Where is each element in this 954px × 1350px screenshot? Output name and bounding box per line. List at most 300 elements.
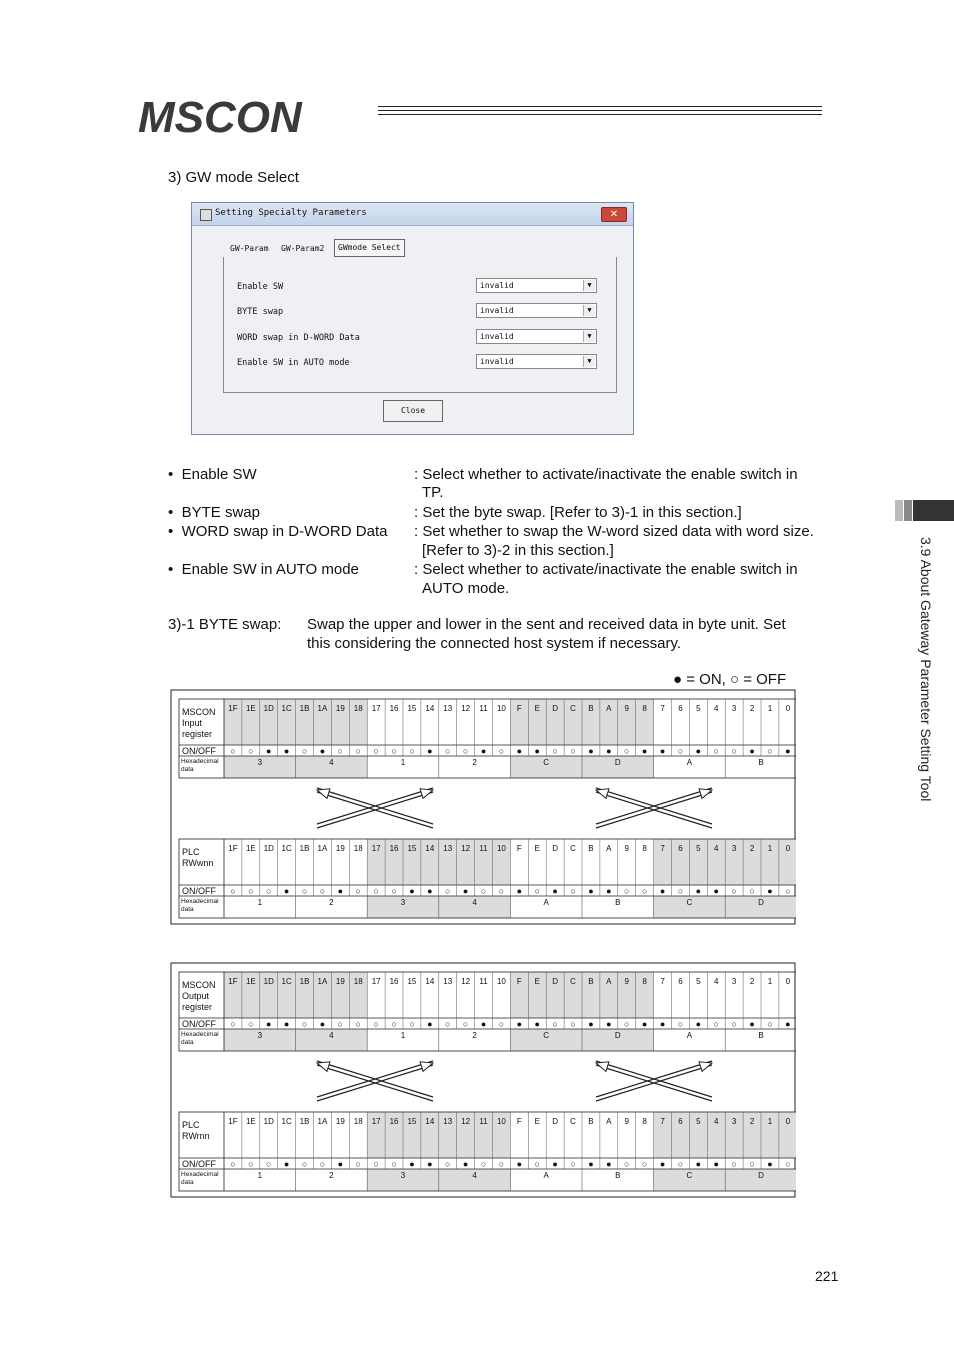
bit-label: 16: [389, 844, 399, 853]
bit-label: 6: [678, 844, 683, 853]
off-dot: ○: [624, 1159, 630, 1169]
on-dot: ●: [588, 746, 594, 756]
off-dot: ○: [785, 1159, 791, 1169]
on-dot: ●: [427, 1159, 433, 1169]
bit-label: 7: [660, 977, 665, 986]
tab-gw-param2[interactable]: GW-Param2: [281, 244, 325, 253]
bit-label: 12: [461, 704, 471, 713]
off-dot: ○: [355, 886, 361, 896]
hex-label: data: [181, 1039, 194, 1046]
hex-digit: A: [543, 1171, 549, 1180]
off-dot: ○: [373, 886, 379, 896]
bit-label: 19: [335, 977, 345, 986]
on-dot: ●: [480, 746, 487, 756]
on-dot: ●: [462, 886, 469, 896]
bit-label: C: [570, 977, 576, 986]
byte-swap-diagram-output: [170, 962, 796, 1198]
on-dot: ●: [283, 886, 290, 896]
hex-digit: B: [758, 1031, 764, 1040]
bit-label: 1E: [245, 1117, 256, 1126]
term-byte-swap: BYTE swap: [181, 504, 260, 521]
chevron-down-icon[interactable]: ▼: [583, 280, 595, 291]
hex-digit: D: [758, 898, 764, 907]
bit-label: A: [606, 704, 612, 713]
on-dot: ●: [695, 746, 702, 756]
bit-label: F: [516, 977, 522, 986]
bullet-byte-swap: • BYTE swap: [168, 504, 260, 521]
on-dot: ●: [641, 1019, 648, 1029]
enable-sw-auto-select[interactable]: [476, 354, 597, 369]
on-dot: ●: [283, 1019, 290, 1029]
bit-label: 1: [767, 844, 773, 853]
bit-label: D: [552, 977, 559, 986]
off-dot: ○: [355, 1019, 361, 1029]
bit-label: 1A: [317, 1117, 328, 1126]
dialog-title: Setting Specialty Parameters: [215, 208, 367, 218]
bit-label: 4: [714, 704, 719, 713]
off-dot: ○: [534, 886, 540, 896]
on-dot: ●: [713, 886, 719, 896]
off-dot: ○: [301, 1159, 308, 1169]
off-dot: ○: [677, 1159, 684, 1169]
on-dot: ●: [409, 886, 415, 896]
bit-label: 1A: [317, 704, 328, 713]
on-dot: ●: [516, 1019, 523, 1029]
off-dot: ○: [462, 1019, 469, 1029]
bit-label: D: [552, 844, 559, 853]
term-word-swap: WORD swap in D-WORD Data: [181, 523, 388, 540]
on-dot: ●: [337, 886, 344, 896]
hex-label: Hexadecimal: [181, 898, 219, 905]
bit-label: 1: [767, 704, 773, 713]
onoff-label: ON/OFF: [182, 1019, 216, 1029]
register-label: MSCON: [182, 707, 216, 717]
mscon-logo: [138, 92, 368, 138]
hex-digit: 3: [257, 758, 263, 767]
off-dot: ○: [552, 746, 558, 756]
bit-label: 9: [624, 844, 629, 853]
off-dot: ○: [373, 746, 379, 756]
word-swap-select[interactable]: [476, 329, 597, 344]
bit-label: 13: [443, 1117, 453, 1126]
bit-label: 1B: [299, 1117, 310, 1126]
bit-label: 2: [749, 844, 755, 853]
bit-label: 0: [785, 977, 791, 986]
on-dot: ●: [427, 746, 433, 756]
off-dot: ○: [230, 886, 236, 896]
bit-label: 1E: [245, 844, 256, 853]
on-dot: ●: [659, 1159, 666, 1169]
onoff-label: ON/OFF: [182, 1159, 216, 1169]
on-dot: ●: [695, 1019, 702, 1029]
bit-label: 9: [624, 1117, 629, 1126]
off-dot: ○: [355, 1159, 361, 1169]
swap-arrow-head: [596, 1062, 609, 1072]
swap-arrow-head: [420, 1062, 433, 1072]
hex-label: Hexadecimal: [181, 1171, 219, 1178]
off-dot: ○: [641, 886, 648, 896]
bit-label: 11: [479, 977, 488, 986]
on-dot: ●: [606, 1019, 612, 1029]
hex-digit: 2: [472, 1031, 477, 1040]
off-dot: ○: [731, 1019, 737, 1029]
bit-label: 1F: [228, 844, 238, 853]
off-dot: ○: [498, 1019, 505, 1029]
off-dot: ○: [230, 1159, 236, 1169]
header-rule-3: [378, 114, 822, 115]
off-dot: ○: [480, 886, 487, 896]
bit-label: 7: [660, 704, 665, 713]
on-dot: ●: [283, 746, 290, 756]
bit-label: 8: [642, 844, 647, 853]
bit-label: 8: [642, 1117, 647, 1126]
hex-digit: C: [686, 898, 693, 907]
bullet-enable-sw-auto: • Enable SW in AUTO mode: [168, 561, 359, 578]
bit-label: 1: [767, 977, 773, 986]
bit-label: 12: [461, 977, 471, 986]
off-dot: ○: [713, 746, 719, 756]
bit-label: 10: [496, 704, 506, 713]
bit-label: B: [588, 704, 594, 713]
bit-label: 17: [371, 1117, 381, 1126]
desc-byte-swap-1: : Set the byte swap. [Refer to 3)-1 in this section.]: [414, 504, 742, 521]
on-dot: ●: [516, 746, 523, 756]
off-dot: ○: [731, 1159, 737, 1169]
desc-word-swap-2: [Refer to 3)-2 in this section.]: [422, 542, 614, 559]
bit-label: 4: [714, 844, 719, 853]
off-dot: ○: [445, 1159, 451, 1169]
off-dot: ○: [552, 1019, 558, 1029]
hex-digit: B: [615, 898, 621, 907]
param-label-word-swap: WORD swap in D-WORD Data: [237, 333, 360, 343]
bit-label: 10: [496, 1117, 506, 1126]
hex-digit: C: [543, 1031, 550, 1040]
bit-label: 16: [389, 704, 399, 713]
on-dot: ●: [749, 1019, 755, 1029]
bit-label: 7: [660, 1117, 665, 1126]
bit-label: 18: [353, 1117, 363, 1126]
bit-label: 1D: [263, 1117, 274, 1126]
bit-label: 2: [749, 704, 755, 713]
bit-label: D: [552, 1117, 559, 1126]
hex-digit: 1: [400, 758, 406, 767]
bottom-register: [179, 1112, 796, 1191]
on-dot: ●: [516, 886, 523, 896]
on-dot: ●: [266, 1019, 272, 1029]
bit-label: 10: [496, 844, 506, 853]
bit-label: 19: [335, 844, 345, 853]
bit-label: A: [606, 977, 612, 986]
register-label: RWrnn: [182, 1131, 210, 1141]
register-label: register: [182, 729, 213, 739]
on-dot: ●: [588, 1159, 594, 1169]
hex-digit: 2: [329, 898, 334, 907]
bit-label: 11: [479, 844, 488, 853]
bit-label: 1B: [299, 844, 310, 853]
hex-label: Hexadecimal: [181, 758, 219, 765]
hex-digit: 4: [472, 1171, 477, 1180]
close-icon[interactable]: ✕: [601, 207, 627, 222]
desc-enable-sw-auto-1: : Select whether to activate/inactivate the enable switch in: [414, 561, 798, 578]
bit-label: E: [534, 844, 540, 853]
bottom-register: [179, 839, 796, 918]
on-dot: ●: [749, 746, 755, 756]
bit-label: 12: [461, 844, 471, 853]
swap-arrow-head: [596, 789, 609, 799]
bit-label: 1A: [317, 844, 328, 853]
bit-label: 5: [696, 704, 701, 713]
byte-swap-select[interactable]: [476, 303, 597, 318]
bit-label: 9: [624, 704, 629, 713]
desc-enable-sw-1: : Select whether to activate/inactivate the enable switch in: [414, 466, 798, 483]
on-dot: ●: [713, 1159, 719, 1169]
bit-label: 16: [389, 977, 399, 986]
off-dot: ○: [731, 746, 737, 756]
bit-label: 5: [696, 844, 701, 853]
bit-label: 1A: [317, 977, 328, 986]
bit-label: F: [516, 1117, 522, 1126]
off-dot: ○: [570, 746, 576, 756]
bit-label: 1: [767, 1117, 773, 1126]
off-dot: ○: [462, 746, 469, 756]
bit-label: C: [570, 844, 576, 853]
on-dot: ●: [427, 886, 433, 896]
off-dot: ○: [445, 886, 451, 896]
bit-label: F: [516, 704, 522, 713]
hex-digit: A: [543, 898, 549, 907]
on-dot: ●: [606, 746, 612, 756]
bit-label: 14: [425, 1117, 435, 1126]
top-register: [179, 699, 796, 778]
on-dot: ●: [767, 886, 773, 896]
off-dot: ○: [355, 746, 361, 756]
off-dot: ○: [248, 886, 254, 896]
bit-label: 1D: [263, 704, 274, 713]
bit-label: 3: [731, 1117, 737, 1126]
off-dot: ○: [624, 1019, 630, 1029]
bit-label: 2: [749, 1117, 755, 1126]
bit-label: 14: [425, 977, 435, 986]
off-dot: ○: [677, 746, 684, 756]
tab-gw-param[interactable]: GW-Param: [230, 244, 269, 253]
enable-sw-auto-value: invalid: [480, 357, 514, 366]
off-dot: ○: [373, 1159, 379, 1169]
bullet-word-swap: • WORD swap in D-WORD Data: [168, 523, 388, 540]
off-dot: ○: [301, 1019, 308, 1029]
off-dot: ○: [498, 886, 505, 896]
hex-label: data: [181, 906, 194, 913]
off-dot: ○: [498, 746, 505, 756]
chevron-down-icon[interactable]: ▼: [583, 331, 595, 342]
bit-label: 11: [479, 1117, 488, 1126]
bullet-enable-sw: • Enable SW: [168, 466, 257, 483]
bit-label: 6: [678, 977, 683, 986]
tab-gwmode-select[interactable]: GWmode Select: [334, 239, 405, 257]
on-dot: ●: [659, 886, 666, 896]
bit-label: 0: [785, 704, 791, 713]
off-dot: ○: [749, 1159, 755, 1169]
hex-digit: A: [686, 1031, 693, 1040]
bit-label: 1E: [245, 977, 256, 986]
byte-swap-line1: Swap the upper and lower in the sent and received data in byte unit. Set: [307, 616, 786, 633]
on-dot: ●: [266, 746, 272, 756]
hex-digit: B: [615, 1171, 621, 1180]
bit-label: 13: [443, 844, 453, 853]
bit-label: 1C: [281, 977, 292, 986]
bit-label: E: [534, 977, 540, 986]
byte-swap-line2: this considering the connected host system if necessary.: [307, 635, 682, 652]
off-dot: ○: [248, 1159, 254, 1169]
hex-digit: C: [543, 758, 550, 767]
off-dot: ○: [641, 1159, 648, 1169]
register-label: RWwnn: [182, 858, 214, 868]
on-dot: ●: [659, 1019, 666, 1029]
bit-label: 5: [696, 977, 701, 986]
off-dot: ○: [230, 746, 236, 756]
chevron-down-icon[interactable]: ▼: [583, 305, 595, 316]
on-dot: ●: [552, 886, 558, 896]
bit-label: 18: [353, 844, 363, 853]
off-dot: ○: [337, 746, 344, 756]
enable-sw-select[interactable]: [476, 278, 597, 293]
off-dot: ○: [301, 746, 308, 756]
bit-label: 2: [749, 977, 755, 986]
on-dot: ●: [588, 1019, 594, 1029]
dialog-titlebar: [192, 203, 633, 226]
onoff-label: ON/OFF: [182, 746, 216, 756]
bit-label: B: [588, 1117, 594, 1126]
term-enable-sw-auto: Enable SW in AUTO mode: [181, 561, 359, 578]
on-dot: ●: [534, 1019, 540, 1029]
logo-graphic: [138, 92, 368, 138]
swap-arrow-head: [699, 1062, 712, 1072]
off-dot: ○: [480, 1159, 487, 1169]
bit-label: 3: [731, 704, 737, 713]
desc-word-swap-1: : Set whether to swap the W-word sized data with word size.: [414, 523, 814, 540]
register-label: register: [182, 1002, 213, 1012]
bit-label: 1B: [299, 977, 310, 986]
hex-digit: 3: [400, 898, 406, 907]
on-dot: ●: [462, 1159, 469, 1169]
bit-label: C: [570, 704, 576, 713]
off-dot: ○: [337, 1019, 344, 1029]
bit-label: 1C: [281, 704, 292, 713]
on-dot: ●: [785, 1019, 791, 1029]
word-swap-value: invalid: [480, 332, 514, 341]
enable-sw-value: invalid: [480, 281, 514, 290]
upper-word-swap-arrows: [317, 1061, 433, 1101]
bit-label: 9: [624, 977, 629, 986]
param-label-byte-swap: BYTE swap: [237, 307, 284, 317]
on-dot: ●: [606, 1159, 612, 1169]
bit-label: 10: [496, 977, 506, 986]
on-dot: ●: [695, 886, 702, 896]
byte-swap-value: invalid: [480, 306, 514, 315]
bit-label: E: [534, 704, 540, 713]
bit-label: 1F: [228, 704, 238, 713]
off-dot: ○: [391, 1019, 397, 1029]
page-number: 221: [815, 1268, 839, 1284]
off-dot: ○: [248, 1019, 254, 1029]
bit-label: C: [570, 1117, 576, 1126]
off-dot: ○: [624, 746, 630, 756]
hex-digit: 2: [329, 1171, 334, 1180]
upper-word-swap-arrows: [317, 788, 433, 828]
bit-label: 14: [425, 844, 435, 853]
byte-swap-diagram-input: [170, 689, 796, 925]
bit-label: 1B: [299, 704, 310, 713]
on-dot: ●: [641, 746, 648, 756]
swap-arrow-head: [317, 1062, 330, 1072]
hex-digit: 1: [400, 1031, 406, 1040]
bit-label: 1F: [228, 977, 238, 986]
off-dot: ○: [409, 1019, 415, 1029]
bit-label: A: [606, 844, 612, 853]
param-label-enable-sw-auto: Enable SW in AUTO mode: [237, 358, 350, 368]
desc-enable-sw-2: TP.: [422, 484, 444, 501]
off-dot: ○: [266, 886, 272, 896]
hex-digit: 3: [400, 1171, 406, 1180]
off-dot: ○: [534, 1159, 540, 1169]
bit-label: 13: [443, 704, 453, 713]
off-dot: ○: [570, 886, 576, 896]
bit-label: 5: [696, 1117, 701, 1126]
bit-label: 3: [731, 977, 737, 986]
app-icon: [200, 209, 212, 221]
off-dot: ○: [319, 886, 326, 896]
off-dot: ○: [319, 1159, 326, 1169]
off-dot: ○: [391, 886, 397, 896]
on-dot: ●: [695, 1159, 702, 1169]
off-dot: ○: [785, 886, 791, 896]
bit-label: 1C: [281, 844, 292, 853]
bit-label: 1E: [245, 704, 256, 713]
top-register: [179, 972, 796, 1051]
hex-digit: D: [614, 1031, 621, 1040]
register-label: Output: [182, 991, 210, 1001]
on-dot: ●: [283, 1159, 290, 1169]
bit-label: 15: [407, 1117, 417, 1126]
bit-label: 18: [353, 977, 363, 986]
bit-label: 19: [335, 704, 345, 713]
chevron-down-icon[interactable]: ▼: [583, 356, 595, 367]
hex-digit: D: [614, 758, 621, 767]
bit-label: 8: [642, 704, 647, 713]
on-dot: ●: [516, 1159, 523, 1169]
on-dot: ●: [588, 886, 594, 896]
chapter-side-title: 3.9 About Gateway Parameter Setting Tool: [918, 537, 934, 802]
bit-label: 14: [425, 704, 435, 713]
off-dot: ○: [767, 1019, 773, 1029]
register-label: Input: [182, 718, 203, 728]
hex-digit: 4: [329, 1031, 334, 1040]
section-heading: 3) GW mode Select: [168, 169, 299, 186]
register-label: PLC: [182, 847, 200, 857]
header-rule-2: [378, 110, 822, 111]
on-dot: ●: [659, 746, 666, 756]
bit-label: 13: [443, 977, 453, 986]
bit-label: 17: [371, 844, 381, 853]
off-dot: ○: [445, 746, 451, 756]
close-button[interactable]: Close: [383, 400, 443, 422]
bit-label: 1F: [228, 1117, 238, 1126]
desc-enable-sw-auto-2: AUTO mode.: [422, 580, 510, 597]
hex-label: Hexadecimal: [181, 1031, 219, 1038]
off-dot: ○: [445, 1019, 451, 1029]
bit-label: 7: [660, 844, 665, 853]
hex-digit: 2: [472, 758, 477, 767]
logo-text: MSCON: [138, 93, 302, 138]
